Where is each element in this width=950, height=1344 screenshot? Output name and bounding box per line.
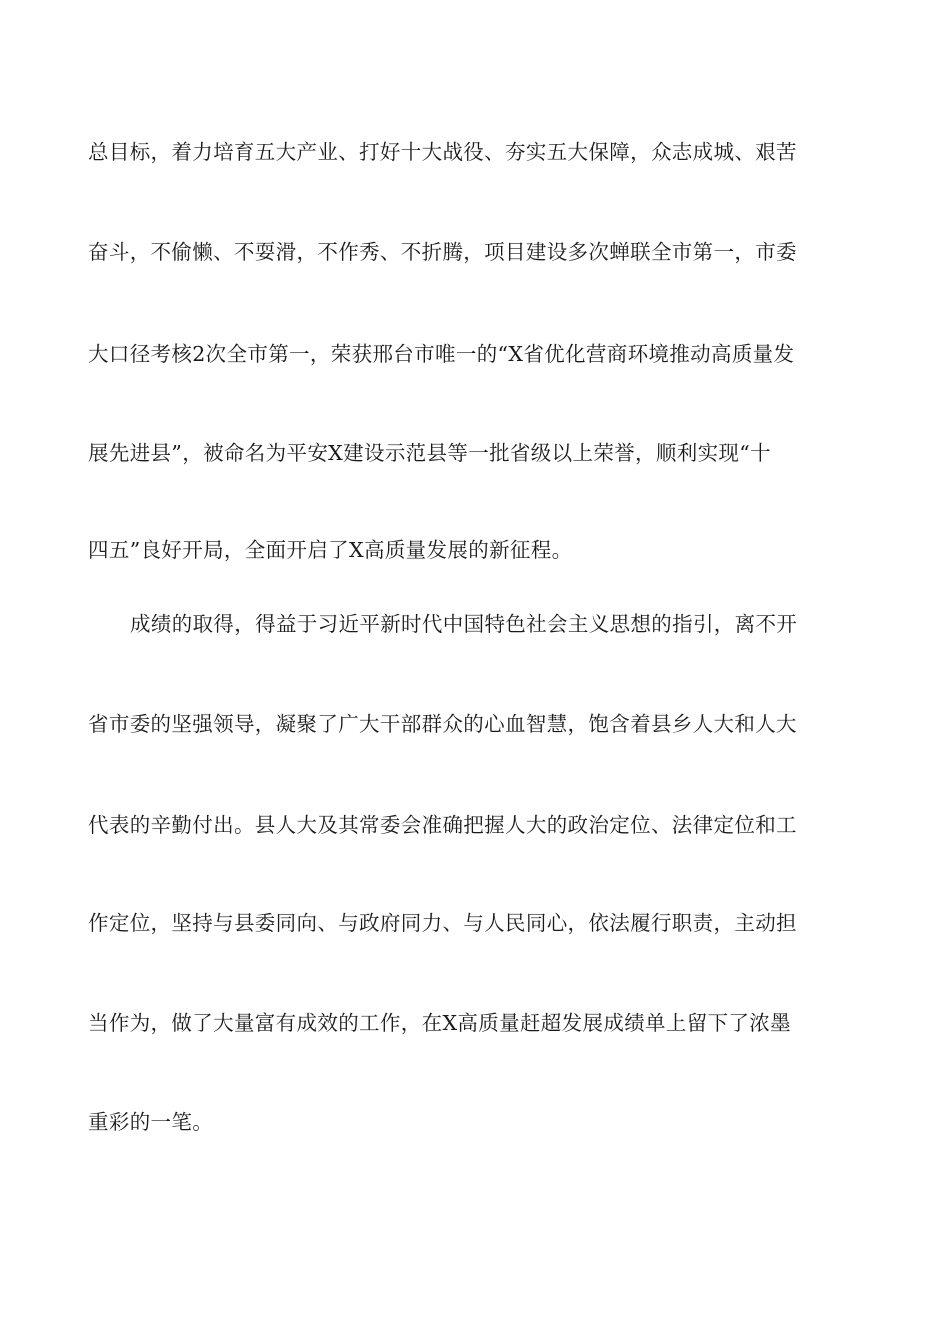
text-line-8: 代表的辛勤付出。县人大及其常委会准确把握人大的政治定位、法律定位和工 xyxy=(88,813,797,837)
text-line-7: 省市委的坚强领导，凝聚了广大干部群众的心血智慧，饱含着县乡人大和人大 xyxy=(88,712,797,736)
text-line-3: 大口径考核2次全市第一，荣获邢台市唯一的“X省优化营商环境推动高质量发 xyxy=(88,342,795,366)
text-line-1: 总目标，着力培育五大产业、打好十大战役、夯实五大保障，众志成城、艰苦 xyxy=(88,140,797,164)
text-line-2: 奋斗，不偷懒、不耍滑，不作秀、不折腾，项目建设多次蝉联全市第一，市委 xyxy=(88,240,797,264)
text-line-10: 当作为，做了大量富有成效的工作，在X高质量赶超发展成绩单上留下了浓墨 xyxy=(88,1011,791,1035)
text-line-11: 重彩的一笔。 xyxy=(88,1110,214,1134)
text-line-5: 四五”良好开局，全面开启了X高质量发展的新征程。 xyxy=(88,538,573,562)
paragraph-2-first-line: 成绩的取得，得益于习近平新时代中国特色社会主义思想的指引，离不开 xyxy=(130,612,798,636)
text-line-9: 作定位，坚持与县委同向、与政府同力、与人民同心，依法履行职责，主动担 xyxy=(88,911,797,935)
text-line-4: 展先进县”，被命名为平安X建设示范县等一批省级以上荣誉，顺利实现“十 xyxy=(88,441,771,465)
